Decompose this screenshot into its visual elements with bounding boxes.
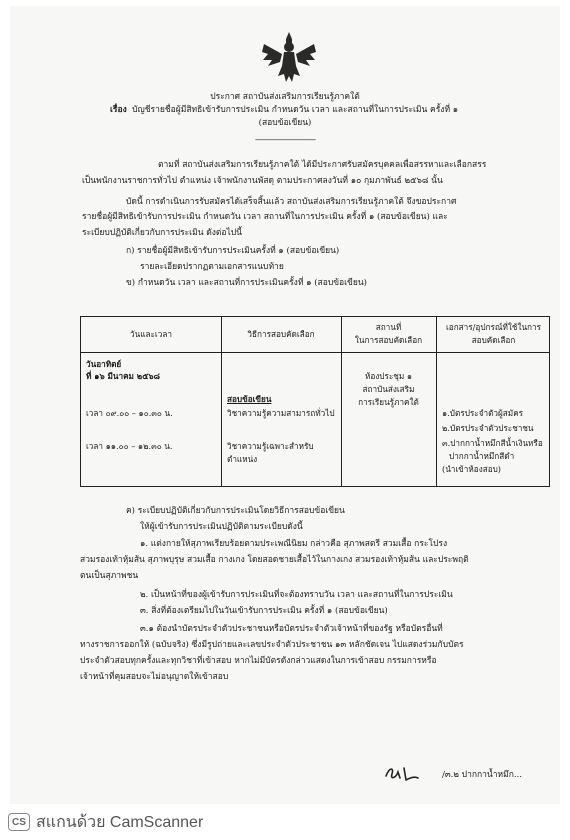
- header-place-line-1: สถานที่: [375, 322, 402, 332]
- continued-note: /๓.๒ ปากกาน้ำหมึก...: [442, 770, 522, 780]
- item-b: ข) กำหนดวัน เวลา และสถานที่การประเมินครั้งที่ ๑ (สอบข้อเขียน): [126, 278, 367, 288]
- table-header-divider: [81, 352, 549, 353]
- rules-intro: ให้ผู้เข้ารับการประเมินปฏิบัติตามระเบียบดังนี้: [140, 522, 303, 532]
- rule-1-line-1: ๑. แต่งกายให้สุภาพเรียบร้อยตามประเพณีนิยม กล่าวคือ สุภาพสตรี สวมเสื้อ กระโปรง: [140, 539, 448, 549]
- place-institute-line-2: การเรียนรู้ภาคใต้: [358, 397, 419, 407]
- rule-1-line-2: สวมรองเท้าหุ้มส้น สุภาพบุรุษ สวมเสื้อ กางเกง โดยสอดชายเสื้อไว้ในกางเกง สวมรองเท้าหุ้มส้น และประพฤติ: [80, 555, 469, 565]
- intro-paragraph-2-line-1: บัดนี้ การดำเนินการรับสมัครได้เสร็จสิ้นแล้ว สถาบันส่งเสริมการเรียนรู้ภาคใต้ จึงขอประกาศ: [126, 197, 457, 207]
- header-date: วันและเวลา: [130, 329, 172, 339]
- camscanner-label: สแกนด้วย CamScanner: [36, 813, 204, 831]
- header-place-line-2: ในการสอบคัดเลือก: [354, 335, 423, 345]
- rule-3-1-line-2: ทางราชการออกให้ (ฉบับจริง) ซึ่งมีรูปถ่ายและเลขประจำตัวประชาชน ๑๓ หลักชัดเจน ไปแสดงร่วมกับบัตร: [80, 640, 464, 650]
- header-divider: --------------------------------------------: [254, 136, 316, 144]
- signature-mark: [382, 764, 422, 784]
- method-title: สอบข้อเขียน: [227, 394, 272, 404]
- session-2-subject-line-2: ตำแหน่ง: [227, 454, 258, 464]
- announcement-title: ประกาศ สถาบันส่งเสริมการเรียนรู้ภาคใต้: [210, 92, 360, 102]
- session-2-subject-line-1: วิชาความรู้เฉพาะสำหรับ: [227, 441, 314, 451]
- exam-day: วันอาทิตย์: [86, 359, 122, 369]
- scanner-watermark: [0, 804, 570, 840]
- doc-item-1: ๑.บัตรประจำตัวผู้สมัคร: [442, 408, 524, 418]
- exam-schedule-table: [80, 316, 550, 487]
- rule-2: ๒. เป็นหน้าที่ของผู้เข้ารับการประเมินที่จะต้องทราบวัน เวลา และสถานที่ในการประเมิน: [140, 590, 453, 600]
- doc-item-3-line-3: (นำเข้าห้องสอบ): [442, 464, 501, 474]
- item-c: ค) ระเบียบปฏิบัติเกี่ยวกับการประเมินโดยวิธีการสอบข้อเขียน: [126, 506, 345, 516]
- session-1-time: เวลา ๐๙.๐๐ – ๑๐.๓๐ น.: [86, 408, 173, 418]
- subject-text: บัญชีรายชื่อผู้มีสิทธิเข้ารับการประเมิน กำหนดวัน เวลา และสถานที่ในการประเมิน ครั้งที่ ๑: [132, 105, 459, 115]
- session-2-time: เวลา ๑๑.๐๐ – ๑๒.๓๐ น.: [86, 441, 173, 451]
- intro-paragraph-1-line-1: ตามที่ สถาบันส่งเสริมการเรียนรู้ภาคใต้ ได้มีประกาศรับสมัครบุคคลเพื่อสรรหาและเลือกสรร: [158, 160, 487, 170]
- rule-1-line-3: ตนเป็นสุภาพชน: [80, 571, 139, 581]
- item-a-detail: รายละเอียดปรากฏตามเอกสารแนบท้าย: [140, 262, 284, 272]
- place-institute-line-1: สถาบันส่งเสริม: [362, 384, 415, 394]
- rule-3-1-line-4: เจ้าหน้าที่คุมสอบจะไม่อนุญาตให้เข้าสอบ: [80, 672, 229, 682]
- item-a: ก) รายชื่อผู้มีสิทธิเข้ารับการประเมินครั้งที่ ๑ (สอบข้อเขียน): [126, 246, 340, 256]
- camscanner-logo-icon: CS: [8, 813, 30, 831]
- header-docs-line-1: เอกสาร/อุปกรณ์ที่ใช้ในการ: [446, 322, 541, 332]
- place-room: ห้องประชุม ๑: [364, 371, 413, 381]
- garuda-emblem-icon: [260, 30, 318, 84]
- subject-prefix: เรื่อง: [110, 105, 127, 115]
- rule-3-1-line-1: ๓.๑ ต้องนำบัตรประจำตัวประชาชนหรือบัตรประจำตัวเจ้าหน้าที่ของรัฐ หรือบัตรอื่นที่: [140, 624, 443, 634]
- header-method: วิธีการสอบคัดเลือก: [247, 329, 315, 339]
- intro-paragraph-2-line-2: รายชื่อผู้มีสิทธิเข้ารับการประเมิน กำหนดวัน เวลา สถานที่ในการประเมิน ครั้งที่ ๑ (สอบข้อเขียน) และ: [82, 212, 448, 222]
- intro-paragraph-2-line-3: ระเบียบปฏิบัติเกี่ยวกับการประเมิน ดังต่อไปนี้: [82, 228, 242, 238]
- doc-item-3-line-2: ปากกาน้ำหมึกสีดำ: [449, 451, 515, 461]
- subject-exam-type: (สอบข้อเขียน): [258, 118, 312, 128]
- intro-paragraph-1-line-2: เป็นพนักงานราชการทั่วไป ตำแหน่ง เจ้าพนักงานพัสดุ ตามประกาศลงวันที่ ๑๐ กุมภาพันธ์ ๒๕๖๘ นั้น: [82, 176, 443, 186]
- document-page: [10, 6, 560, 806]
- doc-item-2: ๒.บัตรประจำตัวประชาชน: [442, 423, 534, 433]
- exam-date: ที่ ๑๖ มีนาคม ๒๕๖๘: [86, 371, 160, 381]
- doc-item-3-line-1: ๓.ปากกาน้ำหมึกสีน้ำเงินหรือ: [442, 438, 543, 448]
- session-1-subject: วิชาความรู้ความสามารถทั่วไป: [227, 408, 335, 418]
- rule-3: ๓. สิ่งที่ต้องเตรียมไปในวันเข้ารับการประเมิน ครั้งที่ ๑ (สอบข้อเขียน): [140, 606, 388, 616]
- rule-3-1-line-3: ประจำตัวสอบทุกครั้งและทุกวิชาที่เข้าสอบ หากไม่มีบัตรดังกล่าวแสดงในการเข้าสอบ กรรมการหรือ: [80, 656, 437, 666]
- subject-line: [110, 105, 458, 116]
- header-docs-line-2: สอบคัดเลือก: [471, 335, 516, 345]
- table-divider: [221, 317, 222, 486]
